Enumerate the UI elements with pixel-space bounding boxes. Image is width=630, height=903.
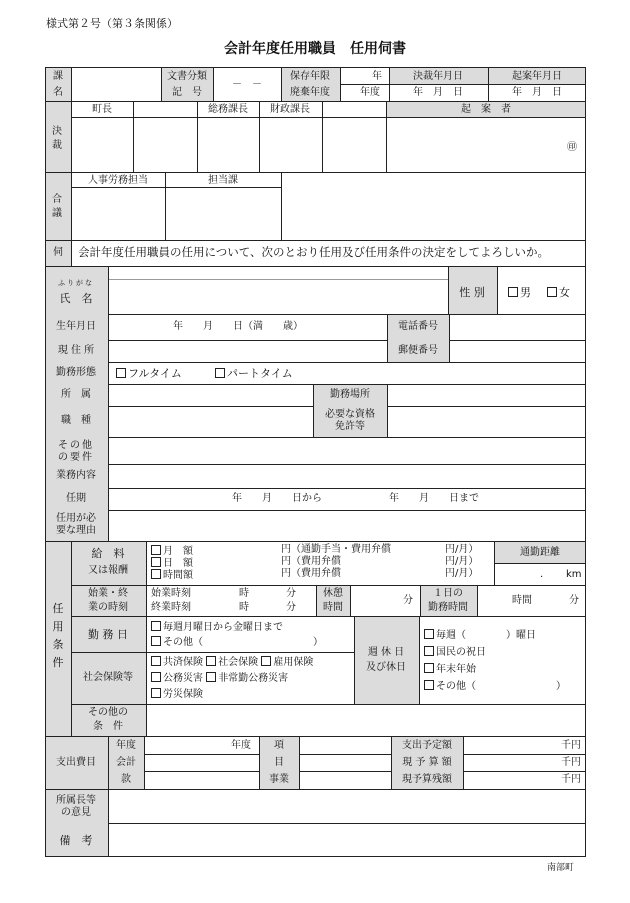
start-minute[interactable]: 分 <box>286 588 296 599</box>
inquiry-label: 伺 <box>53 247 63 258</box>
furigana-label: ふりがな <box>58 279 94 287</box>
approval-label: 決裁 <box>52 126 62 151</box>
insurance-line2 <box>151 672 288 684</box>
job-label: 職 種 <box>61 415 91 426</box>
reason-label: 任用が必要な理由 <box>56 513 96 536</box>
birthdate-field[interactable]: 年 月 日（満 歳） <box>173 321 303 332</box>
opinion-label: 所属長等の意見 <box>56 795 96 818</box>
checkbox-icon <box>206 656 216 666</box>
postal-field[interactable] <box>450 341 585 361</box>
consult-label: 合議 <box>52 194 62 219</box>
budget-remaining-unit: 千円 <box>561 774 581 785</box>
checkbox-icon <box>261 656 271 666</box>
daily-hours-value[interactable]: 時間 <box>512 595 532 606</box>
budget-nendo-value[interactable]: 年度 <box>231 740 251 751</box>
commute-unit: km <box>566 569 582 580</box>
insurance-label: 社会保険等 <box>83 672 133 683</box>
break-minutes[interactable]: 分 <box>403 595 413 606</box>
time-label-1: 始業・終 <box>88 588 128 599</box>
checkbox-icon <box>424 646 434 656</box>
workday-opt1[interactable]: 毎週月曜日から金曜日まで <box>151 621 283 633</box>
ins-komu-option[interactable]: 公務災害 <box>151 673 203 684</box>
parttime-option[interactable]: パートタイム <box>215 368 293 379</box>
term-from-field[interactable]: 年 月 日から <box>232 493 322 504</box>
holiday-opt3[interactable]: 年末年始 <box>424 663 476 675</box>
job-field[interactable] <box>109 407 312 436</box>
budget-label: 支出費目 <box>56 757 96 768</box>
affiliation-label: 所 属 <box>61 389 91 400</box>
other-req-field[interactable] <box>109 438 585 463</box>
retention-label: 保存年限 <box>290 71 330 82</box>
workplace-field[interactable] <box>388 385 585 405</box>
budget-row-kaikei: 会計 <box>116 757 136 768</box>
checkbox-icon <box>151 656 161 666</box>
pay-unit-2: 円（費用弁償 <box>281 556 341 567</box>
daily-minutes-value[interactable]: 分 <box>569 595 579 606</box>
other-cond-field[interactable] <box>147 705 585 735</box>
workday-label: 勤 務 日 <box>88 628 128 641</box>
budget-current-label: 現 予 算 額 <box>402 757 452 768</box>
term-to-field[interactable]: 年 月 日まで <box>389 493 479 504</box>
checkbox-icon <box>151 621 161 631</box>
ka-label-bottom: 名 <box>53 87 63 98</box>
pay-label-2: 又は報酬 <box>88 565 128 576</box>
disposal-label: 廃棄年度 <box>290 87 330 98</box>
checkbox-icon <box>508 287 518 297</box>
gender-male-option[interactable]: 男 <box>508 287 531 298</box>
other-req-label: その他の要件 <box>58 440 94 463</box>
budget-remaining-label: 現予算残額 <box>402 774 452 785</box>
affiliation-field[interactable] <box>109 385 312 405</box>
address-label: 現 住 所 <box>57 345 95 356</box>
ins-koyo-option[interactable]: 雇用保険 <box>261 657 313 668</box>
per-unit-2: 円/月） <box>445 556 479 567</box>
checkbox-icon <box>424 680 434 690</box>
workday-opt2[interactable]: その他（ ） <box>151 636 323 648</box>
duties-field[interactable] <box>109 465 585 487</box>
budget-mid-jigyo: 事業 <box>269 774 289 785</box>
ins-rosai-option[interactable]: 労災保険 <box>151 688 203 700</box>
name-label: 氏 名 <box>59 292 93 305</box>
other-cond-label-1: その他の <box>88 707 128 718</box>
pay-unit-3: 円（費用弁償 <box>281 568 341 579</box>
pay-label-1: 給 料 <box>91 547 125 560</box>
checkbox-icon <box>424 663 434 673</box>
postal-label: 郵便番号 <box>398 345 438 356</box>
commute-dot: . <box>540 569 544 580</box>
checkbox-icon <box>151 569 161 579</box>
daily-hours-label-1: １日の <box>433 588 463 599</box>
ka-name-field[interactable] <box>72 68 160 100</box>
end-minute[interactable]: 分 <box>286 602 296 613</box>
ins-kyosai-option[interactable]: 共済保険 <box>151 657 203 668</box>
bunsho-label: 文書分類 <box>167 71 207 82</box>
gender-female-option[interactable]: 女 <box>547 287 570 298</box>
license-label: 必要な資格免許等 <box>325 409 375 432</box>
budget-planned-unit: 千円 <box>561 740 581 751</box>
ins-hijokin-option[interactable]: 非常勤公務災害 <box>206 673 288 684</box>
daily-hours-label-2: 勤務時間 <box>428 602 468 613</box>
other-cond-label-2: 条 件 <box>93 721 123 732</box>
fulltime-option[interactable]: フルタイム <box>116 368 182 379</box>
name-field[interactable] <box>109 280 447 313</box>
per-unit-1: 円/月） <box>445 544 479 555</box>
end-time-label: 終業時刻 <box>151 602 191 613</box>
holiday-opt2[interactable]: 国民の祝日 <box>424 646 486 658</box>
approval-col-mayor: 町長 <box>92 104 112 115</box>
form-number: 様式第２号（第３条関係） <box>46 17 178 30</box>
phone-label: 電話番号 <box>398 321 438 332</box>
insurance-line1 <box>151 656 313 668</box>
pay-monthly-option[interactable]: 月 額 <box>151 545 193 557</box>
seal-mark: ㊞ <box>567 142 577 153</box>
break-label-2: 時間 <box>323 602 343 613</box>
checkbox-icon <box>116 368 126 378</box>
checkbox-icon <box>215 368 225 378</box>
retention-year-field[interactable]: 年 <box>372 71 382 82</box>
budget-row-kan: 款 <box>121 774 131 785</box>
budget-row-nendo: 年度 <box>116 740 136 751</box>
disposal-year-field[interactable]: 年度 <box>360 87 380 98</box>
commute-label: 通勤距離 <box>520 547 560 558</box>
holiday-label-1: 週 休 日 <box>367 647 405 658</box>
budget-planned-label: 支出予定額 <box>402 740 452 751</box>
workplace-label: 勤務場所 <box>330 389 370 400</box>
kigo-label: 記 号 <box>172 87 202 98</box>
decision-date-label: 決裁年月日 <box>413 71 463 82</box>
checkbox-icon <box>206 672 216 682</box>
term-label: 任期 <box>66 493 86 504</box>
remarks-label: 備 考 <box>59 834 93 847</box>
checkbox-icon <box>151 636 161 646</box>
decision-date-field[interactable]: 年 月 日 <box>413 87 463 98</box>
license-field[interactable] <box>388 407 585 436</box>
work-form-label: 勤務形態 <box>56 367 96 378</box>
per-unit-3: 円/月） <box>445 568 479 579</box>
footer-town: 南部町 <box>547 863 575 873</box>
approval-col-general-affairs: 総務課長 <box>208 104 248 115</box>
checkbox-icon <box>424 629 434 639</box>
ins-shakai-option[interactable]: 社会保険 <box>206 657 258 668</box>
approval-col-finance: 財政課長 <box>270 104 310 115</box>
checkbox-icon <box>151 688 161 698</box>
conditions-label: 任用条件 <box>52 602 64 669</box>
duties-label: 業務内容 <box>56 470 96 481</box>
opinion-field[interactable] <box>109 790 585 822</box>
page-title: 会計年度任用職員 任用伺書 <box>224 41 406 57</box>
pay-daily-option[interactable]: 日 額 <box>151 557 193 569</box>
budget-current-unit: 千円 <box>561 757 581 768</box>
start-hour[interactable]: 時 <box>239 588 249 599</box>
checkbox-icon <box>547 287 557 297</box>
time-label-2: 業の時刻 <box>88 602 128 613</box>
end-hour[interactable]: 時 <box>239 602 249 613</box>
checkbox-icon <box>151 545 161 555</box>
budget-mid-moku: 目 <box>274 757 284 768</box>
checkbox-icon <box>151 557 161 567</box>
pay-hourly-option[interactable]: 時間額 <box>151 569 193 581</box>
budget-mid-ko: 項 <box>274 740 284 751</box>
start-time-label: 始業時刻 <box>151 588 191 599</box>
phone-field[interactable] <box>450 315 585 339</box>
consult-col-dept: 担当課 <box>208 175 238 186</box>
remarks-field[interactable] <box>109 824 585 856</box>
checkbox-icon <box>151 672 161 682</box>
ka-label-top: 課 <box>53 71 63 82</box>
consult-col-hr: 人事労務担当 <box>88 175 148 186</box>
draft-date-field[interactable]: 年 月 日 <box>512 87 562 98</box>
inquiry-text: 会計年度任用職員の任用について、次のとおり任用及び任用条件の決定をしてよろしいか。 <box>78 245 550 259</box>
break-label-1: 休憩 <box>323 588 343 599</box>
document-code-field[interactable]: － － <box>232 79 262 90</box>
draft-date-label: 起案年月日 <box>512 71 562 82</box>
holiday-label-2: 及び休日 <box>366 662 406 673</box>
holiday-opt4[interactable]: その他（ ） <box>424 680 566 692</box>
reason-field[interactable] <box>109 511 585 540</box>
gender-label: 性 別 <box>459 286 485 299</box>
birthdate-label: 生年月日 <box>56 321 96 332</box>
holiday-opt1[interactable]: 毎週（ ）曜日 <box>424 629 536 641</box>
pay-unit-1: 円（通勤手当・費用弁償 <box>281 544 391 555</box>
drafter-label: 起 案 者 <box>461 104 511 115</box>
address-field[interactable] <box>109 341 386 361</box>
